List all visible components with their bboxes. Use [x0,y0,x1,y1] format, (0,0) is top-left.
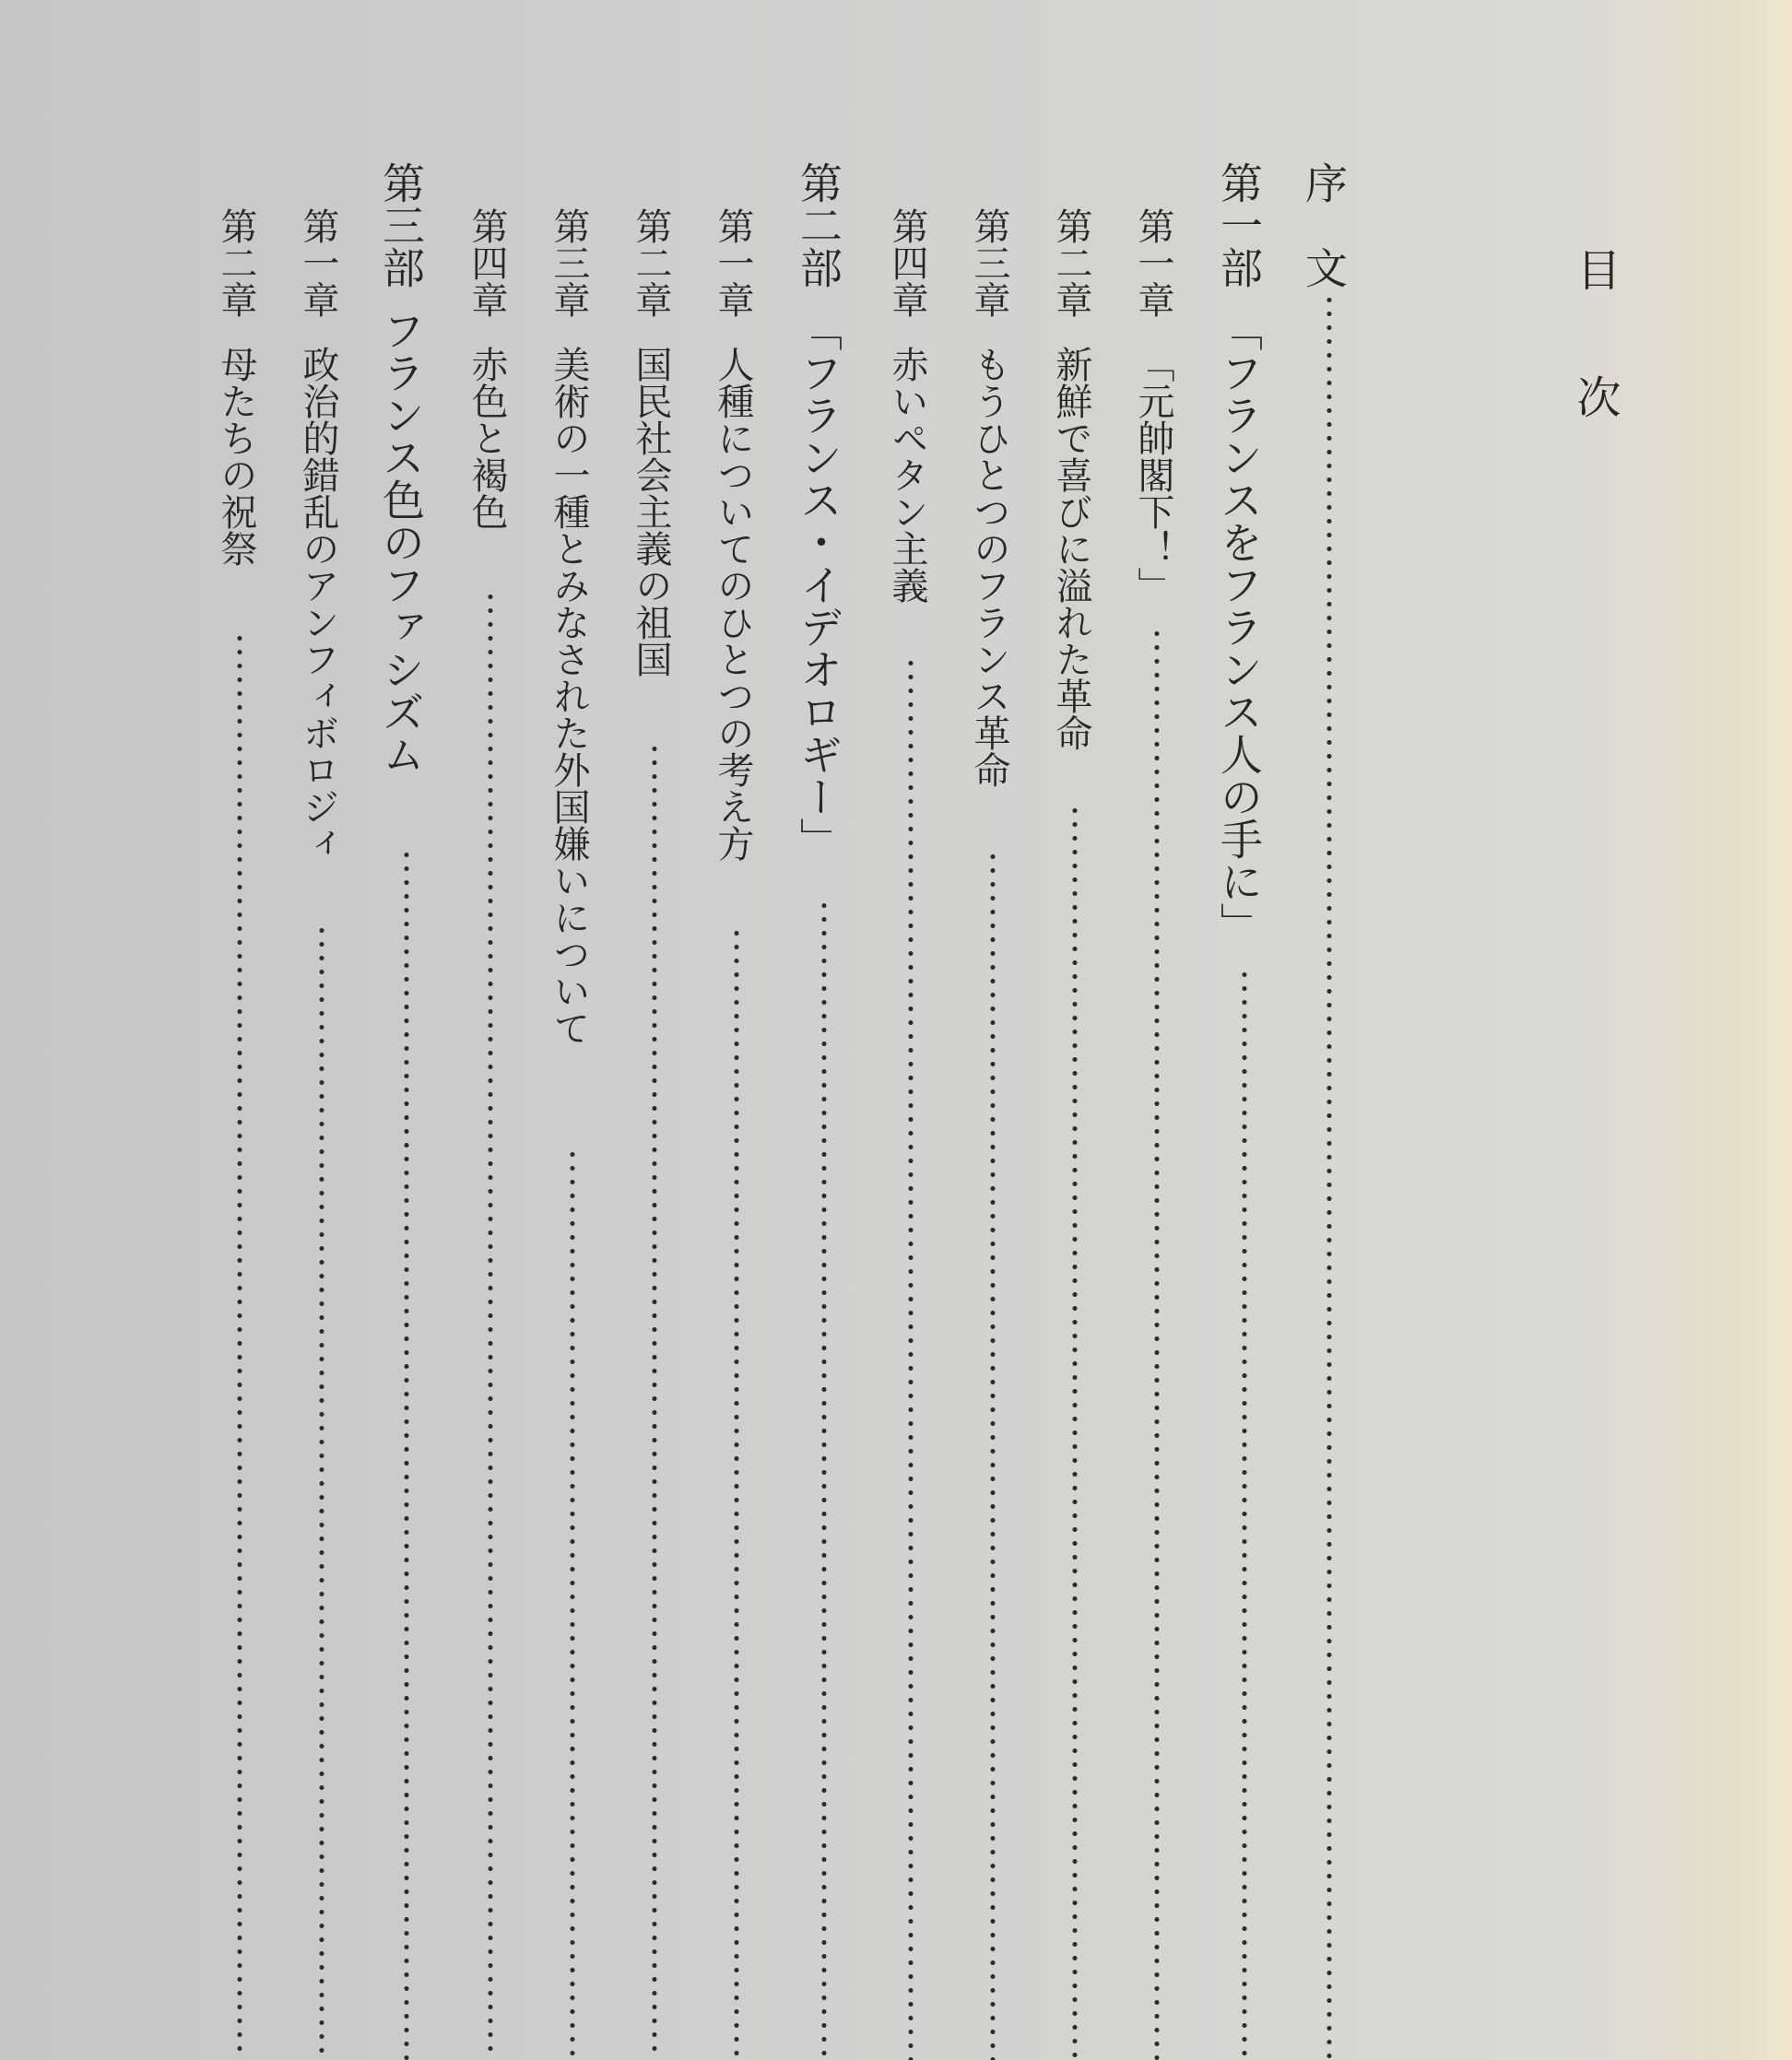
chapter-title: 人種についてのひとつの考え方 [712,346,754,862]
leader-dots [319,924,324,2060]
leader-dots [570,1148,575,2060]
toc-entry-chapter [548,207,590,1046]
chapter-title: 政治的錯乱のアンフィボロジィ [297,346,339,862]
toc-entry-chapter [297,207,339,862]
leader-dots [1154,627,1160,2060]
leader-dots [652,742,657,2060]
toc-entry-part-1 [1214,161,1264,945]
part-number: 第二部 [794,161,843,288]
chapter-number: 第二章 [630,207,672,318]
chapter-title: 新鮮で喜びに溢れた革命 [1050,346,1092,751]
chapter-title: 国民社会主義の祖国 [630,346,672,677]
chapter-title: 母たちの祝祭 [215,346,257,567]
chapter-number: 第二章 [1050,207,1092,318]
toc-entry-chapter [215,207,257,567]
chapter-number: 第三章 [548,207,590,318]
toc-entry-part-3 [376,161,426,775]
toc-entry-preface [1299,161,1349,288]
chapter-title: 赤いペタン主義 [886,346,928,604]
chapter-number: 第一章 [1132,207,1174,318]
leader-dots [990,850,996,2060]
part-title: 「フランスをフランス人の手に」 [1214,309,1264,945]
leader-dots [908,656,914,2060]
part-number: 第一部 [1214,161,1264,288]
part-title: フランス色のファシズム [376,309,426,775]
toc-entry-chapter [886,207,928,604]
chapter-number: 第一章 [297,207,339,318]
toc-entry-chapter [1050,207,1092,751]
chapter-number: 第四章 [886,207,928,318]
chapter-title: 赤色と褐色 [466,346,508,530]
leader-dots [1072,804,1078,2060]
toc-heading: 目次 [1569,247,1621,501]
toc-entry-part-2 [794,161,843,860]
toc-entry-chapter [968,207,1010,788]
chapter-number: 第一章 [712,207,754,318]
chapter-number: 第三章 [968,207,1010,318]
chapter-title: 美術の一種とみなされた外国嫌いについて [548,346,590,1046]
leader-dots [1326,293,1332,2060]
leader-dots [488,590,493,2060]
leader-dots [821,899,827,2060]
chapter-number: 第四章 [466,207,508,318]
leader-dots [1242,968,1247,2060]
chapter-title: もうひとつのフランス革命 [968,346,1010,788]
toc-entry-chapter [466,207,508,530]
toc-entry-chapter [712,207,754,862]
chapter-number: 第二章 [215,207,257,318]
toc-entry-chapter [1132,207,1174,604]
leader-dots [404,848,409,2060]
leader-dots [734,926,739,2060]
leader-dots [237,631,242,2060]
toc-entry-chapter [630,207,672,677]
part-title: 「フランス・イデオロギー」 [794,309,843,860]
page-edge-shading [1718,0,1792,2060]
chapter-title: 「元帥閣下！」 [1132,346,1174,604]
preface-label: 序 文 [1299,161,1349,288]
part-number: 第三部 [376,161,426,288]
